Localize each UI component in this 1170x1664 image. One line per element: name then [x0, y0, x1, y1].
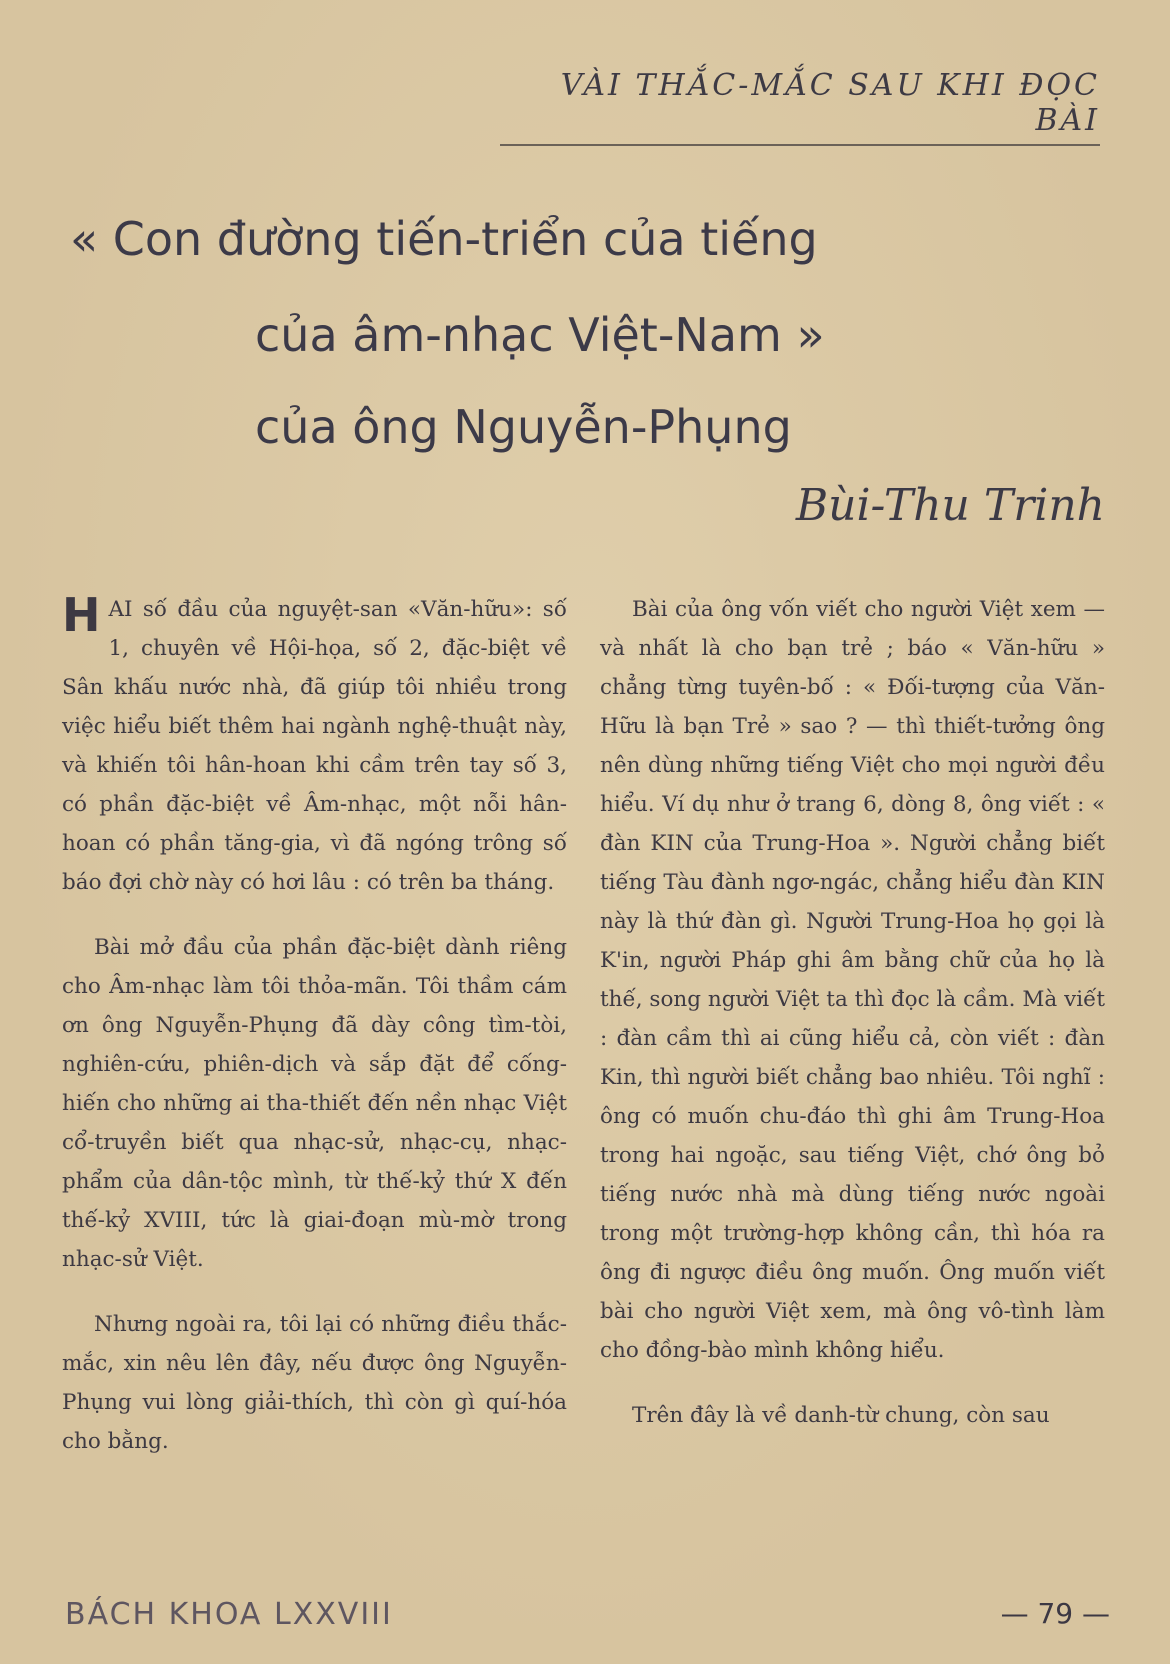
author-signature: Bùi-Thu Trinh	[795, 480, 1105, 531]
right-column	[600, 590, 1105, 1461]
paragraph: Bài của ông vốn viết cho người Việt xem — và nhất là cho bạn trẻ ; báo « Văn-hữu » chẳng từng tuyên-bố : « Đối-tượng của Văn-Hữu là bạn Trẻ » sao ? — thì thiết-tưởng ông nên dùng những tiếng Việt cho mọi người đều hiểu. Ví dụ như ở trang 6, dòng 8, ông viết : « đàn KIN của Trung-Hoa ». Người chẳng biết tiếng Tàu đành ngơ-ngác, chẳng hiểu đàn KIN này là thứ đàn gì. Người Trung-Hoa họ gọi là K'in, người Pháp ghi âm bằng chữ của họ là thế, song người Việt ta thì đọc là cầm. Mà viết : đàn cầm thì ai cũng hiểu cả, còn viết : đàn Kin, thì người biết chẳng bao nhiêu. Tôi nghĩ : ông có muốn chu-đáo thì ghi âm Trung-Hoa trong hai ngoặc, sau tiếng Việt, chớ ông bỏ tiếng nước nhà mà dùng tiếng nước ngoài trong một trường-hợp không cần, thì hóa ra ông đi ngược điều ông muốn. Ông muốn viết bài cho người Việt xem, mà ông vô-tình làm cho đồng-bào mình không hiểu.	[600, 597, 1105, 1363]
title-line-1: « Con đường tiến-triển của tiếng	[70, 212, 818, 266]
title-line-2: của âm-nhạc Việt-Nam »	[255, 308, 825, 362]
paragraph: Nhưng ngoài ra, tôi lại có những điều thắc-mắc, xin nêu lên đây, nếu được ông Nguyễn-Phụng vui lòng giải-thích, thì còn gì quí-hóa cho bằng.	[62, 1312, 567, 1454]
paragraph-text: AI số đầu của nguyệt-san «Văn-hữu»: số 1, chuyên về Hội-họa, số 2, đặc-biệt về Sân khấu nước nhà, đã giúp tôi nhiều trong việc hiểu biết thêm hai ngành nghệ-thuật này, và khiến tôi hân-hoan khi cầm trên tay số 3, có phần đặc-biệt về Âm-nhạc, một nỗi hân-hoan có phần tăng-gia, vì đã ngóng trông số báo đợi chờ này có hơi lâu : có trên ba tháng.	[62, 597, 567, 895]
left-column	[62, 590, 567, 1487]
drop-cap: H	[62, 588, 101, 642]
title-line-3: của ông Nguyễn-Phụng	[255, 400, 792, 454]
running-head: VÀI THẮC-MẮC SAU KHI ĐỌC BÀI	[500, 68, 1100, 146]
paragraph	[62, 590, 567, 902]
paragraph: Bài mở đầu của phần đặc-biệt dành riêng cho Âm-nhạc làm tôi thỏa-mãn. Tôi thầm cám ơn ông Nguyễn-Phụng đã dày công tìm-tòi, nghiên-cứu, phiên-dịch và sắp đặt để cống-hiến cho những ai tha-thiết đến nền nhạc Việt cổ-truyền biết qua nhạc-sử, nhạc-cụ, nhạc-phẩm của dân-tộc mình, từ thế-kỷ thứ X đến thế-kỷ XVIII, tức là giai-đoạn mù-mờ trong nhạc-sử Việt.	[62, 935, 567, 1272]
footer-magazine-issue: BÁCH KHOA LXXVIII	[65, 1597, 393, 1632]
page-number: — 79 —	[1000, 1597, 1110, 1630]
paragraph: Trên đây là về danh-từ chung, còn sau	[632, 1403, 1050, 1428]
